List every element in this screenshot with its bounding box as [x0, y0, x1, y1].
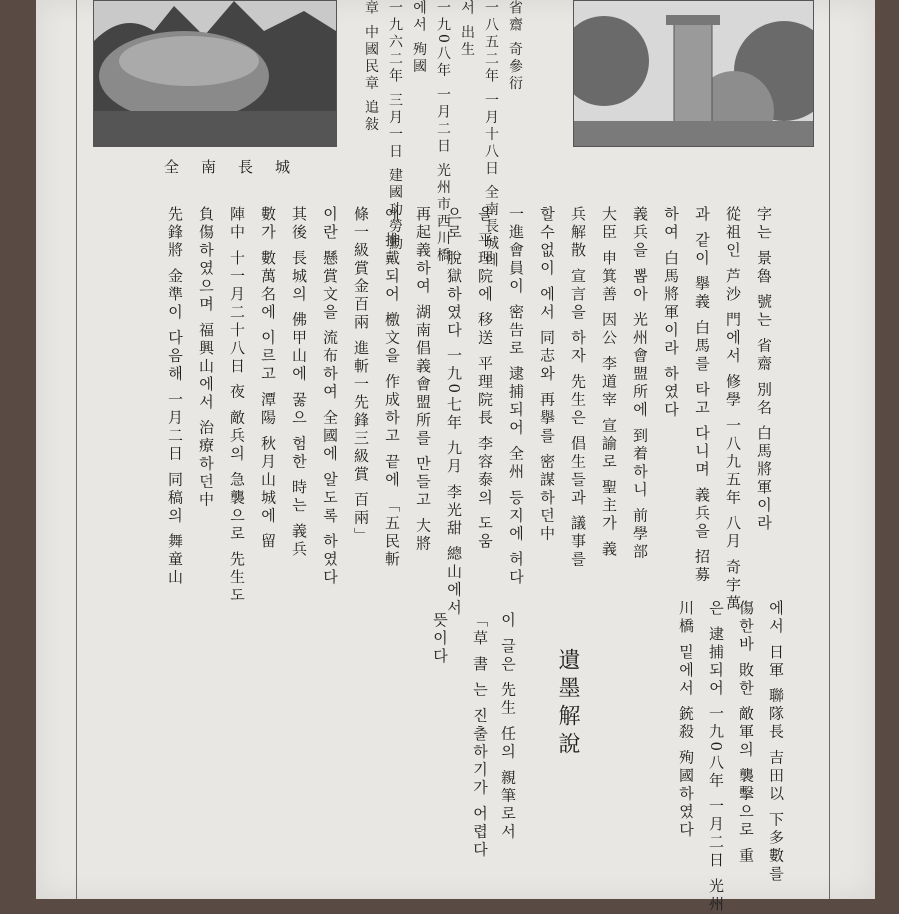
section-heading: 遺墨解說 [555, 648, 580, 760]
main-text-line: 數가 數萬名에 이르고 潭陽 秋月山城에 留 [259, 206, 277, 551]
biography-line: 서 出生 [459, 0, 475, 59]
main-text-line: 할수없이 에서 同志와 再擧를 密謀하던中 [538, 206, 556, 544]
monument-photo [573, 0, 814, 147]
commentary-line: 「草 書 는 진출하기가 어렵다 [471, 612, 489, 860]
biography-line: 一八五二年 一月十八日 全南長城에 [483, 0, 499, 270]
main-text-line: 其後 長城의 佛甲山에 꿇으 험한 時는 義兵 [290, 206, 308, 559]
note-text: 뜻이다 [431, 612, 449, 666]
main-text-line: 하여 白馬將軍이라 하였다 [662, 206, 680, 420]
main-text-line: 一進會員이 密告로 逮捕되어 全州 등지에 허다 [507, 206, 525, 587]
paper-sheet [36, 0, 875, 914]
main-text-line: 再起義하여 湖南倡義會盟所를 만들고 大將 [414, 206, 432, 554]
main-text-line: 負傷하였으며 福興山에서 治療하던中 [197, 206, 215, 510]
main-text-line: 陣中 十一月二十八日 夜 敵兵의 急襲으로 先生도 [228, 206, 246, 605]
main-text-line: 字는 景魯 號는 省齋 別名 白馬將軍이라 [755, 206, 773, 533]
main-text-line: 大臣 申箕善 因公 李道宰 宣諭로 聖主가 義 [600, 206, 618, 559]
main-text-line: 條一級賞金百兩 進斬一先鋒三級賞 百兩」 [352, 206, 370, 546]
monument-image [574, 1, 813, 146]
lower-text-line: 傷한바 敗한 敵軍의 襲擊으로 重 [737, 600, 755, 866]
main-text-line: 從祖인 芦沙 門에서 修學 一八九五年 八月 奇宇萬 [724, 206, 742, 613]
biography-line: 省齋 奇參衍 [507, 0, 523, 93]
biography-line: 一九0八年 一月二日 光州市西川橋 [435, 0, 451, 265]
biography-line: 에서 殉國 [411, 0, 427, 76]
lower-text-line: 은 逮捕되어 一九0八年 一月二日 光州 [707, 600, 725, 914]
main-text-line: 에 推戴되어 檄文을 作成하고 끝에 「五民斬 [383, 206, 401, 569]
main-text-line: 先鋒將 金準이 다음해 一月二日 同稿의 舞童山 [166, 206, 184, 587]
photo-caption: 全南長城 [164, 158, 313, 176]
lower-text-line: 에서 日軍 聯隊長 吉田以 下多數를 [767, 600, 785, 884]
main-text-line: 義兵을 뽑아 光州會盟所에 到着하니 前學部 [631, 206, 649, 562]
main-text-line: 이란 懸賞文을 流布하여 全國에 알도록 하였다 [321, 206, 339, 587]
main-text-line: 으로 脫獄하였다 一九0七年 九月 李光甜 總山에서 [445, 206, 463, 618]
biography-line: 一九六二年 三月一日 建國功勞勳 [387, 0, 403, 253]
main-text-line: 兵解散 宣言을 하자 先生은 倡生들과 議事를 [569, 206, 587, 569]
tomb-photo [93, 0, 337, 147]
tomb-image [94, 1, 336, 146]
main-text-line: 과 같이 擧義 白馬를 타고 다니며 義兵을 招募 [693, 206, 711, 585]
lower-text-line: 川橋 밑에서 銃殺 殉國하였다 [677, 600, 695, 840]
biography-line: 章 中國民章 追敍 [363, 0, 379, 134]
commentary-line: 이 글은 先生 任의 親筆로서 [499, 612, 517, 842]
main-text-line: 을 平理院에 移送 平理院長 李容泰의 도움 [476, 206, 494, 551]
